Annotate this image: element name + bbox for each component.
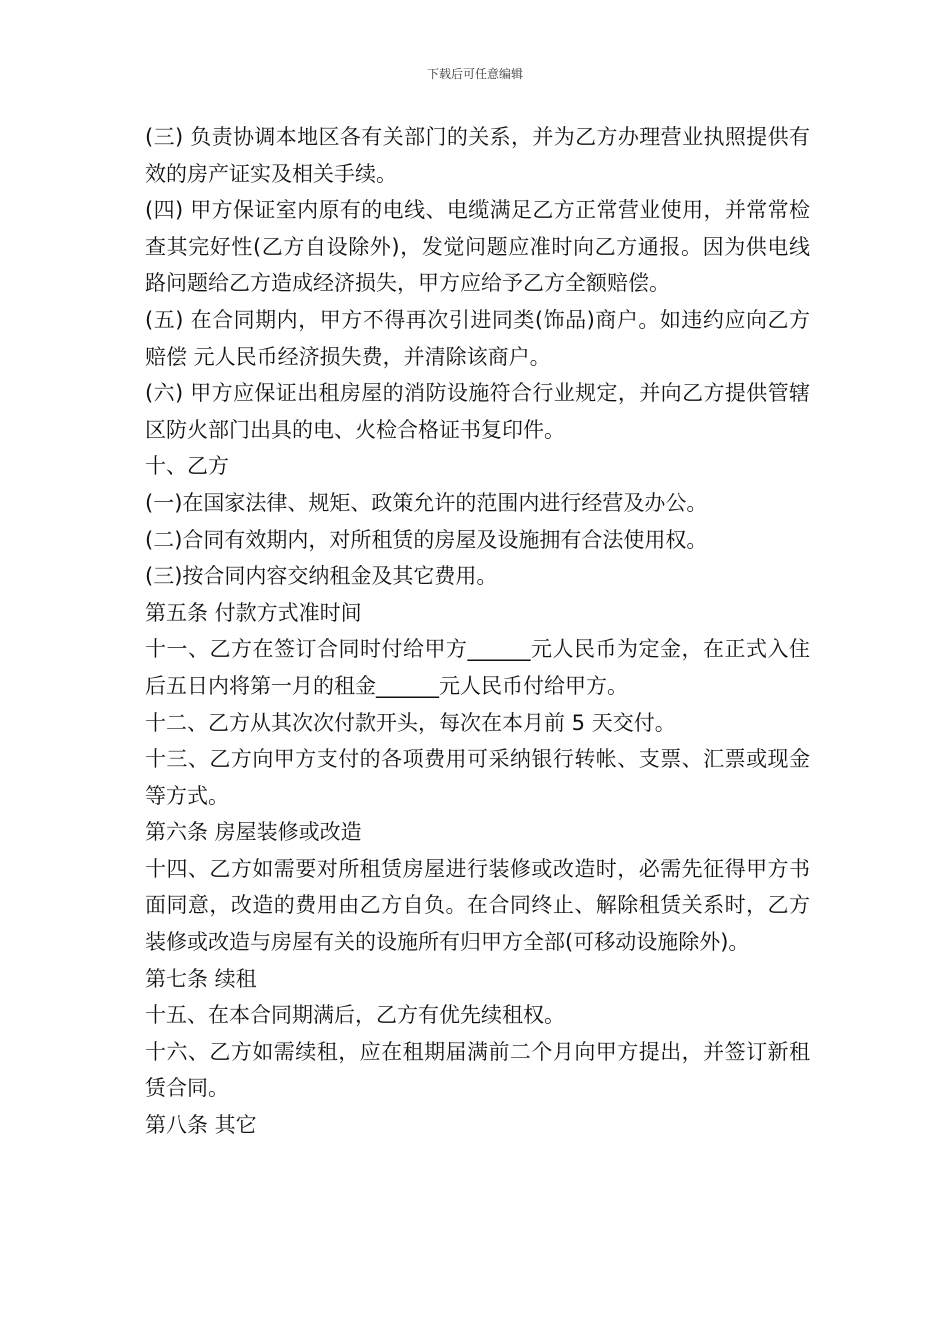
article-8-heading: 第八条 其它	[145, 1113, 257, 1138]
article-7-heading: 第七条 续租	[145, 966, 257, 991]
tenant-clause-3: (三)按合同内容交纳租金及其它费用。	[145, 564, 498, 589]
section-ten-heading: 十、乙方	[145, 454, 229, 479]
article-5-heading: 第五条 付款方式准时间	[145, 600, 362, 625]
clause-13-payment-methods: 十三、乙方向甲方支付的各项费用可采纳银行转帐、支票、汇票或现金等方式。	[145, 747, 810, 808]
article-6-heading: 第六条 房屋装修或改造	[145, 820, 362, 845]
clause-3-coordination: (三) 负责协调本地区各有关部门的关系，并为乙方办理营业执照提供有效的房产证实及相关手续。	[145, 125, 810, 186]
clause-14-renovation: 十四、乙方如需要对所租赁房屋进行装修或改造时，必需先征得甲方书面同意，改造的费用由乙方自负。在合同终止、解除租赁关系时，乙方装修或改造与房屋有关的设施所有归甲方全部(可移动设施除外)。	[145, 856, 810, 955]
clause-12-payment-schedule: 十二、乙方从其次次付款开头，每次在本月前 5 天交付。	[145, 710, 676, 735]
tenant-clause-2: (二)合同有效期内，对所租赁的房屋及设施拥有合法使用权。	[145, 527, 708, 552]
document-body	[145, 119, 810, 1144]
clause-11-deposit: 十一、乙方在签订合同时付给甲方______元人民币为定金，在正式入住后五日内将第一月的租金______元人民币付给甲方。	[145, 637, 810, 698]
page-header: 下载后可任意编辑	[426, 67, 523, 81]
tenant-clause-1: (一)在国家法律、规矩、政策允许的范围内进行经营及办公。	[145, 490, 708, 515]
clause-4-electric-lines: (四) 甲方保证室内原有的电线、电缆满足乙方正常营业使用，并常常检查其完好性(乙方自设除外)，发觉问题应准时向乙方通报。因为供电线路问题给乙方造成经济损失，甲方应给予乙方全额赔偿。	[145, 198, 810, 296]
clause-15-renewal-priority: 十五、在本合同期满后，乙方有优先续租权。	[145, 1003, 565, 1028]
clause-16-renewal-notice: 十六、乙方如需续租，应在租期届满前二个月向甲方提出，并签订新租赁合同。	[145, 1039, 810, 1101]
clause-5-exclusivity: (五) 在合同期内，甲方不得再次引进同类(饰品)商户。如违约应向乙方赔偿 元人民币经济损失费，并清除该商户。	[145, 307, 810, 369]
clause-6-fire-safety: (六) 甲方应保证出租房屋的消防设施符合行业规定，并向乙方提供管辖区防火部门出具的电、火检合格证书复印件。	[145, 381, 810, 442]
